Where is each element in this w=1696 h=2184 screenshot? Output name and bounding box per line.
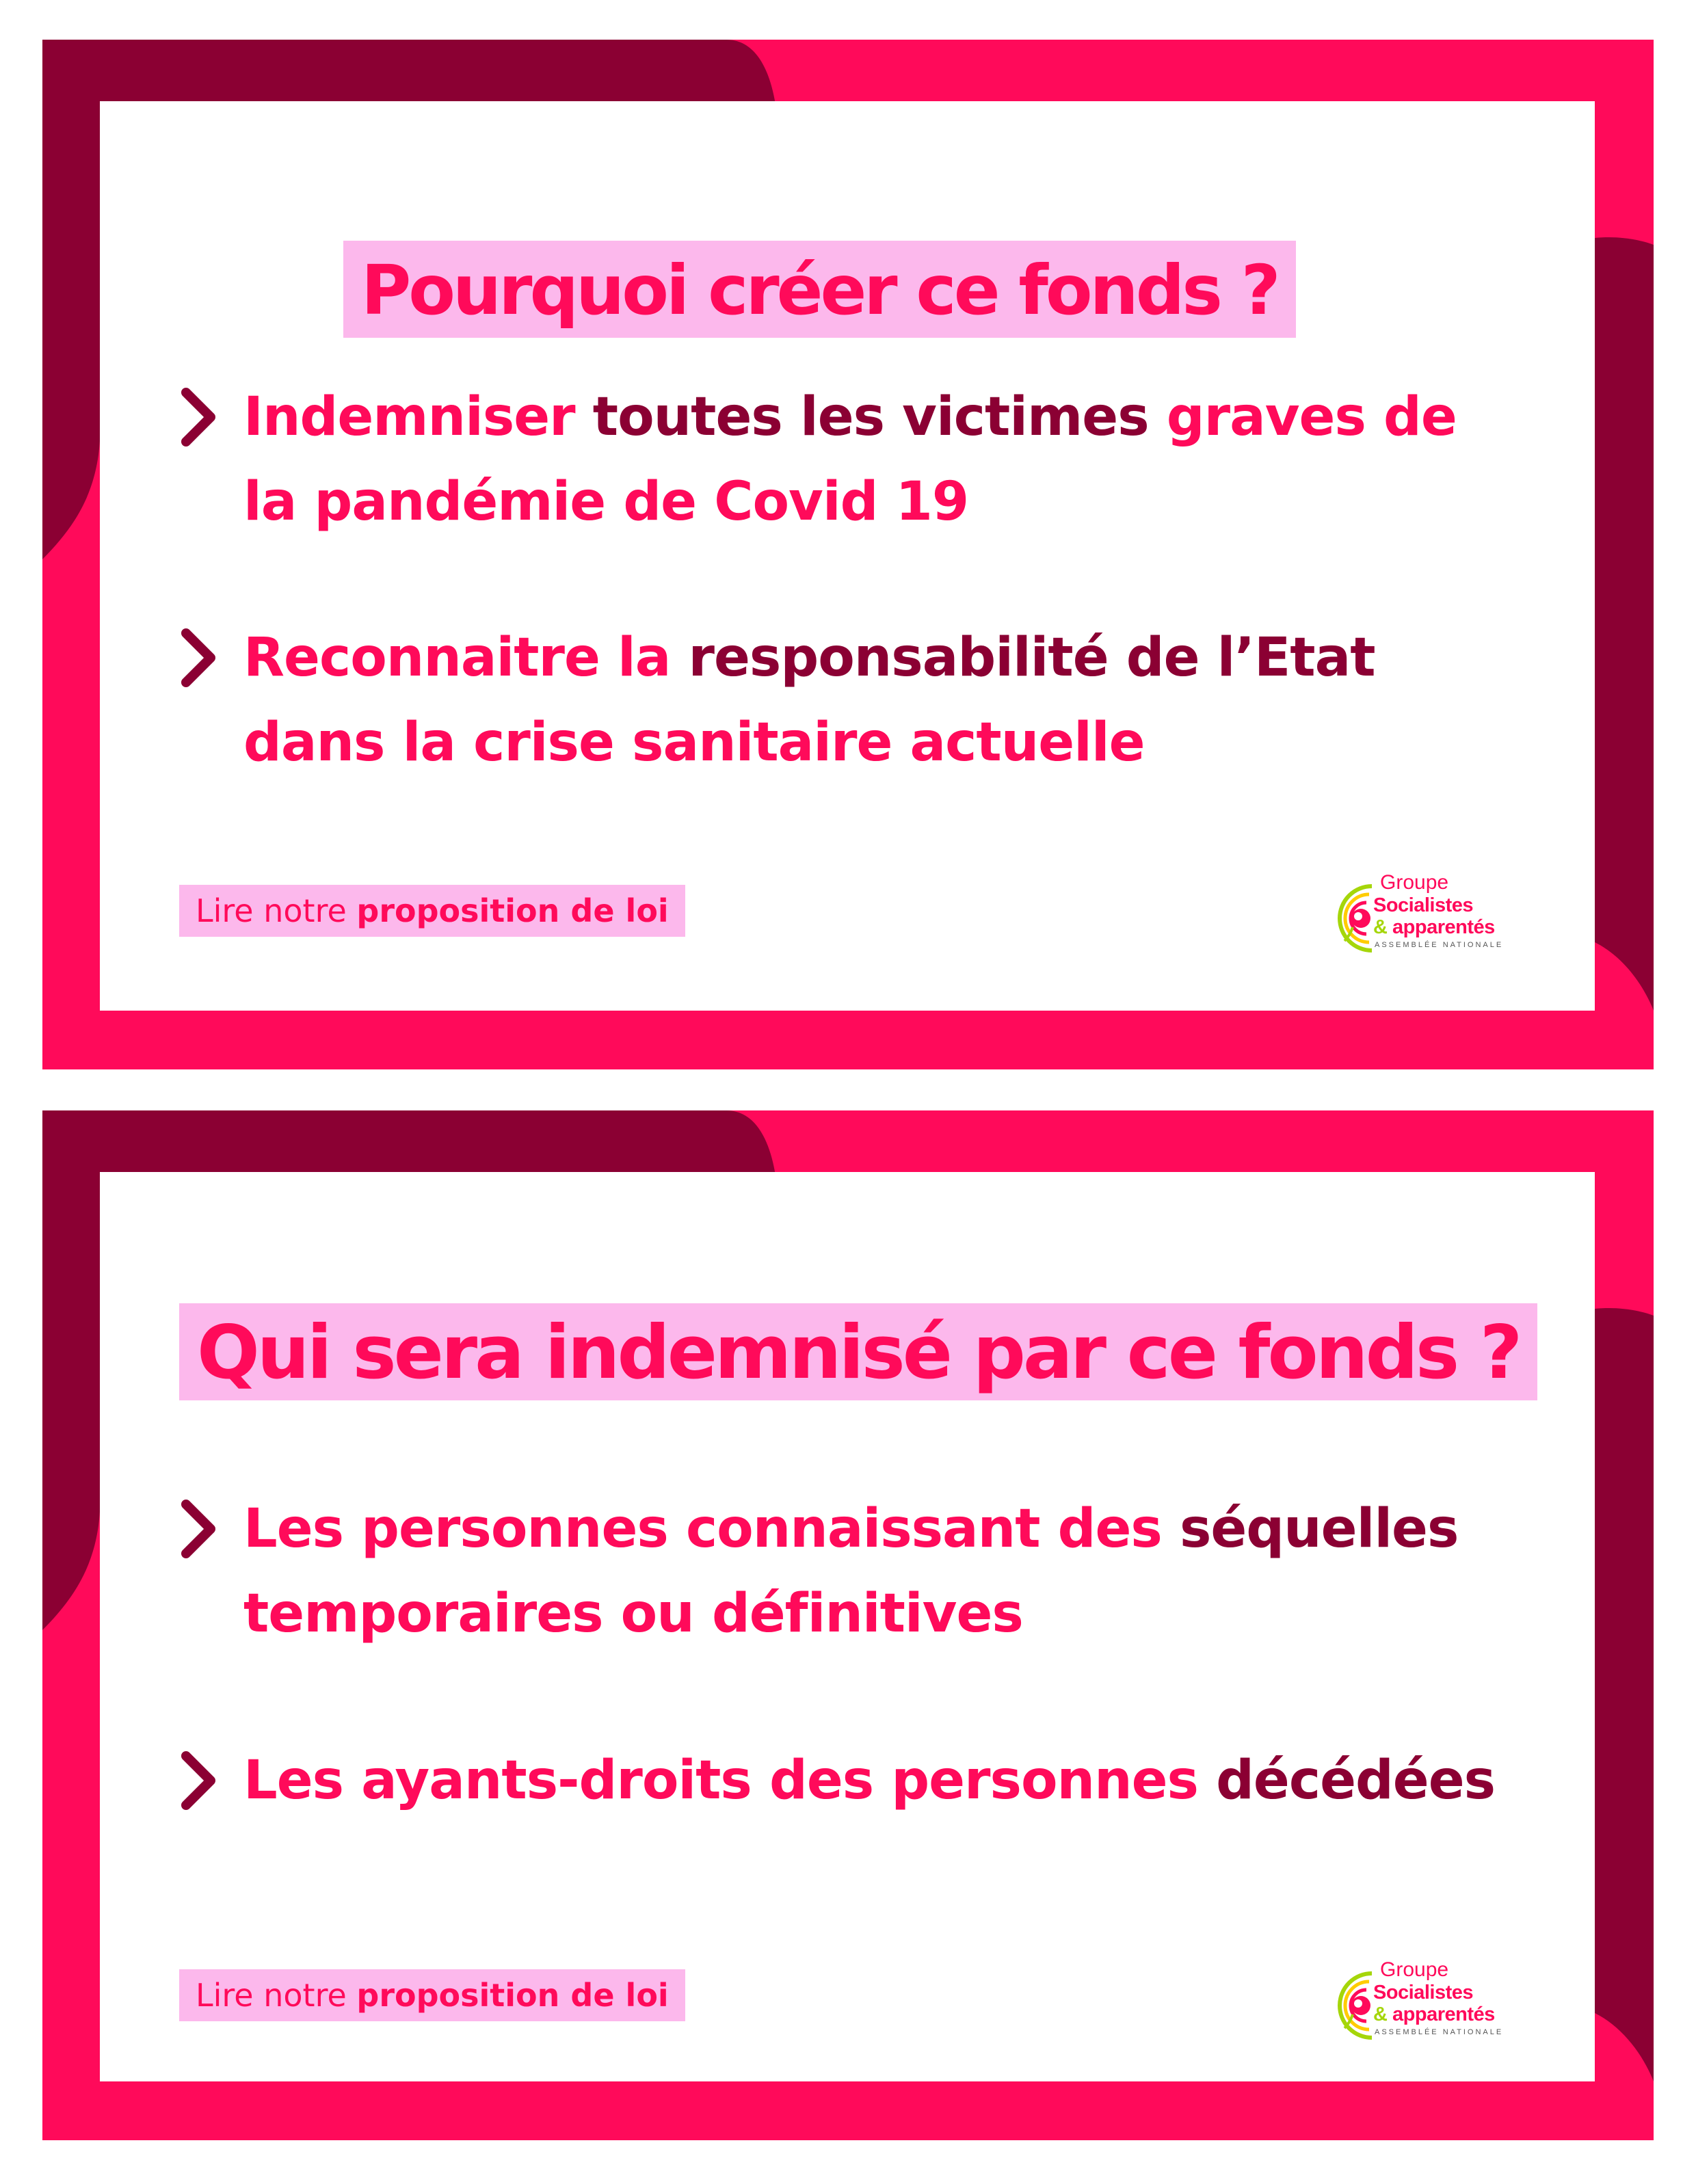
logo-ampersand: &	[1373, 2003, 1388, 2025]
link-prefix: Lire notre	[196, 892, 357, 929]
logo-apparentes: apparentés	[1387, 916, 1495, 938]
bullet-text-pink: graves de la pandémie de Covid 19	[243, 386, 1457, 533]
logo-line-apparentes	[1373, 2003, 1510, 2025]
card-title: Qui sera indemnisé par ce fonds ?	[179, 1303, 1537, 1400]
logo-apparentes: apparentés	[1387, 2003, 1495, 2025]
logo-line-groupe: Groupe	[1380, 1958, 1449, 1981]
logo-line-groupe: Groupe	[1380, 871, 1449, 894]
bullet-text-dark: séquelles	[1161, 1498, 1459, 1560]
bullet-text-pink: Reconnaitre la	[243, 627, 671, 689]
bullet-text-dark: toutes les victimes	[574, 386, 1167, 448]
card-panel	[100, 101, 1595, 1011]
party-logo	[1324, 1958, 1509, 2054]
chevron-right-icon	[179, 1497, 219, 1560]
bullet-text-dark: décédées	[1197, 1750, 1496, 1811]
bullet-text	[243, 1738, 1520, 1823]
bullet-item	[179, 375, 1520, 544]
bullet-item	[179, 615, 1520, 785]
logo-text	[1373, 871, 1510, 952]
read-proposal-link[interactable]	[179, 885, 685, 937]
bullet-text-dark: responsabilité de l’Etat	[670, 627, 1375, 689]
bullet-text-pink: Les personnes connaissant des	[243, 1498, 1162, 1560]
logo-text	[1373, 1958, 1510, 2039]
link-prefix: Lire notre	[196, 1977, 357, 2014]
bullet-text-pink: dans la crise sanitaire actuelle	[243, 712, 1145, 773]
bullet-text-pink: temporaires ou définitives	[243, 1583, 1023, 1644]
bullet-item	[179, 1487, 1520, 1656]
link-bold: proposition de loi	[356, 892, 669, 929]
bullet-item	[179, 1738, 1520, 1823]
bullet-text-pink: Indemniser	[243, 386, 575, 448]
read-proposal-link[interactable]	[179, 1969, 685, 2021]
info-card-2	[42, 1110, 1654, 2140]
bullet-text	[243, 1487, 1520, 1656]
card-title: Pourquoi créer ce fonds ?	[343, 241, 1296, 338]
logo-line-socialistes: Socialistes	[1373, 1982, 1474, 2003]
bullet-text-pink: Les ayants-droits des personnes	[243, 1750, 1198, 1811]
chevron-right-icon	[179, 626, 219, 689]
card-panel	[100, 1172, 1595, 2081]
logo-line-socialistes: Socialistes	[1373, 894, 1474, 916]
chevron-right-icon	[179, 1749, 219, 1812]
logo-line-apparentes	[1373, 916, 1510, 938]
party-logo	[1324, 871, 1509, 967]
link-bold: proposition de loi	[356, 1977, 669, 2014]
bullet-text	[243, 375, 1520, 544]
logo-line-assemblee: ASSEMBLÉE NATIONALE	[1375, 2028, 1504, 2036]
info-card-1	[42, 40, 1654, 1069]
logo-line-assemblee: ASSEMBLÉE NATIONALE	[1375, 941, 1504, 949]
bullet-text	[243, 615, 1520, 785]
chevron-right-icon	[179, 386, 219, 449]
logo-ampersand: &	[1373, 916, 1388, 938]
